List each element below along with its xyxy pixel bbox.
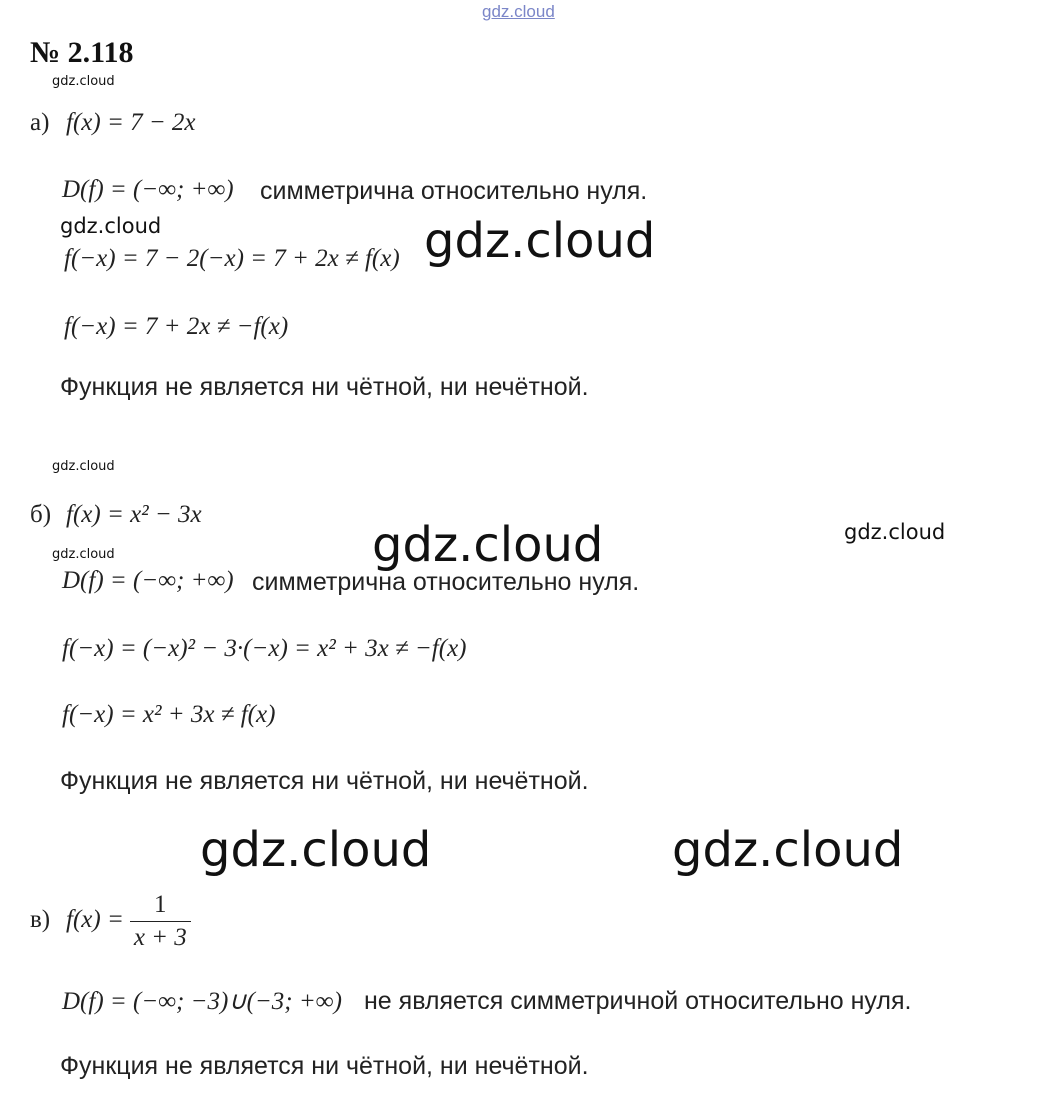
- part-a-domain-text: D(f) = (−∞; +∞): [62, 176, 234, 203]
- part-b-domain-text: D(f) = (−∞; +∞): [62, 567, 234, 594]
- part-a-line2: [64, 313, 288, 341]
- part-b-line1-text: f(−x) = (−x)² − 3·(−x) = x² + 3x ≠ −f(x): [62, 635, 467, 662]
- part-c-conclusion: Функция не является ни чётной, ни нечётной.: [60, 1052, 589, 1080]
- watermark: gdz.cloud: [844, 520, 946, 544]
- watermark: gdz.cloud: [52, 74, 115, 89]
- part-a-domain-description: симметрична относительно нуля.: [260, 177, 648, 205]
- part-b-line2: [62, 701, 275, 729]
- part-a-label: а): [30, 109, 50, 136]
- watermark: gdz.cloud: [672, 822, 904, 878]
- part-c-fraction-denominator: x + 3: [133, 924, 187, 951]
- part-c-fraction-numerator: 1: [130, 891, 191, 922]
- part-c-domain-text: D(f) = (−∞; −3)∪(−3; +∞): [62, 988, 342, 1015]
- part-b-line2-text: f(−x) = x² + 3x ≠ f(x): [62, 701, 276, 728]
- site-link[interactable]: gdz.cloud: [482, 2, 555, 21]
- part-b-domain: [62, 567, 234, 595]
- part-a-conclusion: Функция не является ни чётной, ни нечётной.: [60, 373, 589, 401]
- part-c-function-lhs: f(x) =: [66, 906, 124, 934]
- part-b-conclusion: Функция не является ни чётной, ни нечётной.: [60, 767, 589, 795]
- watermark: gdz.cloud: [424, 213, 656, 269]
- part-a-domain: [62, 176, 234, 204]
- watermark: gdz.cloud: [52, 547, 115, 562]
- watermark: gdz.cloud: [200, 822, 432, 878]
- part-c-domain-description: не является симметричной относительно нуля.: [364, 987, 912, 1015]
- part-a-function: [66, 109, 196, 137]
- part-b-function: [66, 501, 202, 529]
- part-c-domain: [62, 986, 342, 1016]
- part-b-domain-description: симметрична относительно нуля.: [252, 568, 640, 596]
- part-b-line1: [62, 635, 467, 663]
- watermark: gdz.cloud: [60, 214, 162, 238]
- problem-title: № 2.118: [30, 36, 134, 69]
- watermark: gdz.cloud: [52, 459, 115, 474]
- part-a-line1: [64, 245, 400, 273]
- part-a-line1-text: f(−x) = 7 − 2(−x) = 7 + 2x ≠ f(x): [64, 245, 400, 272]
- part-c-fraction: [130, 891, 191, 952]
- part-b-label: б): [30, 501, 52, 528]
- watermark: gdz.cloud: [372, 517, 604, 573]
- part-a-line2-text: f(−x) = 7 + 2x ≠ −f(x): [64, 313, 289, 340]
- part-a-function-text: f(x) = 7 − 2x: [66, 109, 196, 136]
- part-b-function-text: f(x) = x² − 3x: [66, 501, 202, 528]
- part-c-function: [66, 891, 191, 952]
- part-c-label: в): [30, 906, 51, 933]
